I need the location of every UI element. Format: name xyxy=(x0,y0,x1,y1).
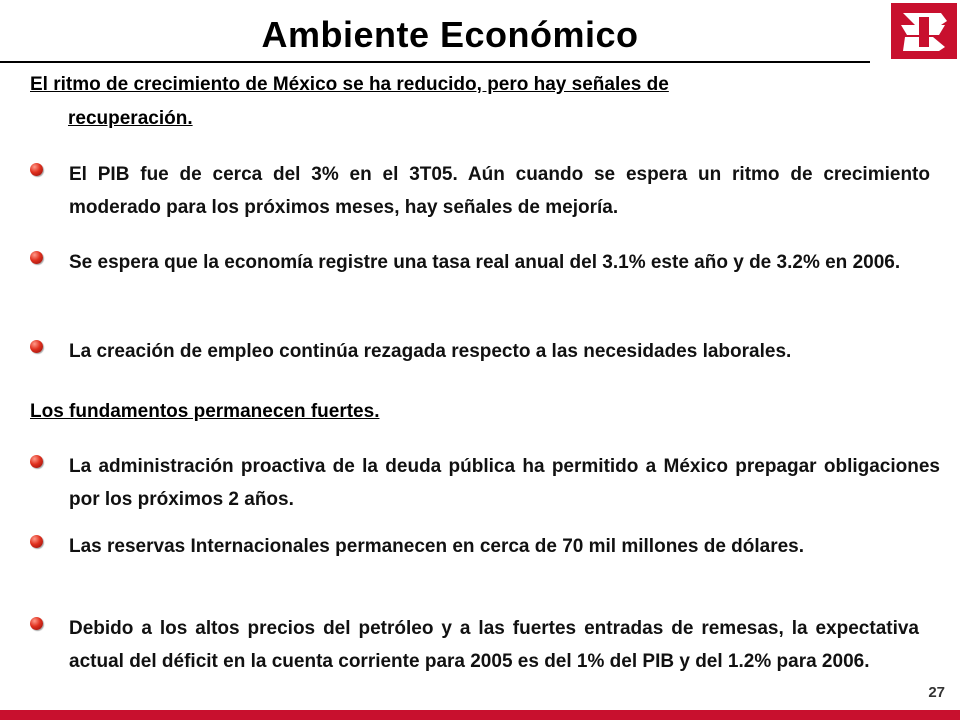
title-divider xyxy=(0,61,870,63)
bullet-item xyxy=(30,246,930,279)
bullet-dot-icon xyxy=(30,617,43,630)
banorte-logo-icon xyxy=(891,3,957,59)
bullet-item xyxy=(30,612,940,678)
bullet-dot-icon xyxy=(30,251,43,264)
banorte-logo-icon-graphic xyxy=(891,3,957,59)
bullet-text: La administración proactiva de la deuda pública ha permitido a México prepagar obligaciones por los próximos 2 años. xyxy=(69,456,940,510)
page-number: 27 xyxy=(928,684,945,701)
footer-accent-bar xyxy=(0,710,960,720)
bullet-item xyxy=(30,450,940,516)
bullet-text: La creación de empleo continúa rezagada respecto a las necesidades laborales. xyxy=(69,341,792,362)
bullet-text: Las reservas Internacionales permanecen en cerca de 70 mil millones de dólares. xyxy=(69,536,805,557)
bullet-text: El PIB fue de cerca del 3% en el 3T05. Aún cuando se espera un ritmo de crecimiento moderado para los próximos meses, hay señales de mejoría. xyxy=(69,164,930,218)
bullet-item xyxy=(30,335,930,368)
bullet-text: Debido a los altos precios del petróleo y a las fuertes entradas de remesas, la expectativa actual del déficit en la cuenta corriente para 2005 es del 1% del PIB y del 1.2% para 2006. xyxy=(69,618,919,672)
section-heading-growth-line2: recuperación. xyxy=(68,108,193,129)
bullet-dot-icon xyxy=(30,340,43,353)
bullet-text: Se espera que la economía registre una tasa real anual del 3.1% este año y de 3.2% en 2006. xyxy=(69,252,901,273)
section-heading-fundamentals: Los fundamentos permanecen fuertes. xyxy=(30,401,380,422)
bullet-item xyxy=(30,158,930,224)
bullet-dot-icon xyxy=(30,455,43,468)
section-heading-growth-cont xyxy=(68,102,368,136)
bullet-dot-icon xyxy=(30,163,43,176)
bullet-item xyxy=(30,530,940,563)
section-heading-growth: El ritmo de crecimiento de México se ha reducido, pero hay señales de xyxy=(30,74,669,95)
slide-title: Ambiente Económico xyxy=(261,14,639,55)
bullet-dot-icon xyxy=(30,535,43,548)
